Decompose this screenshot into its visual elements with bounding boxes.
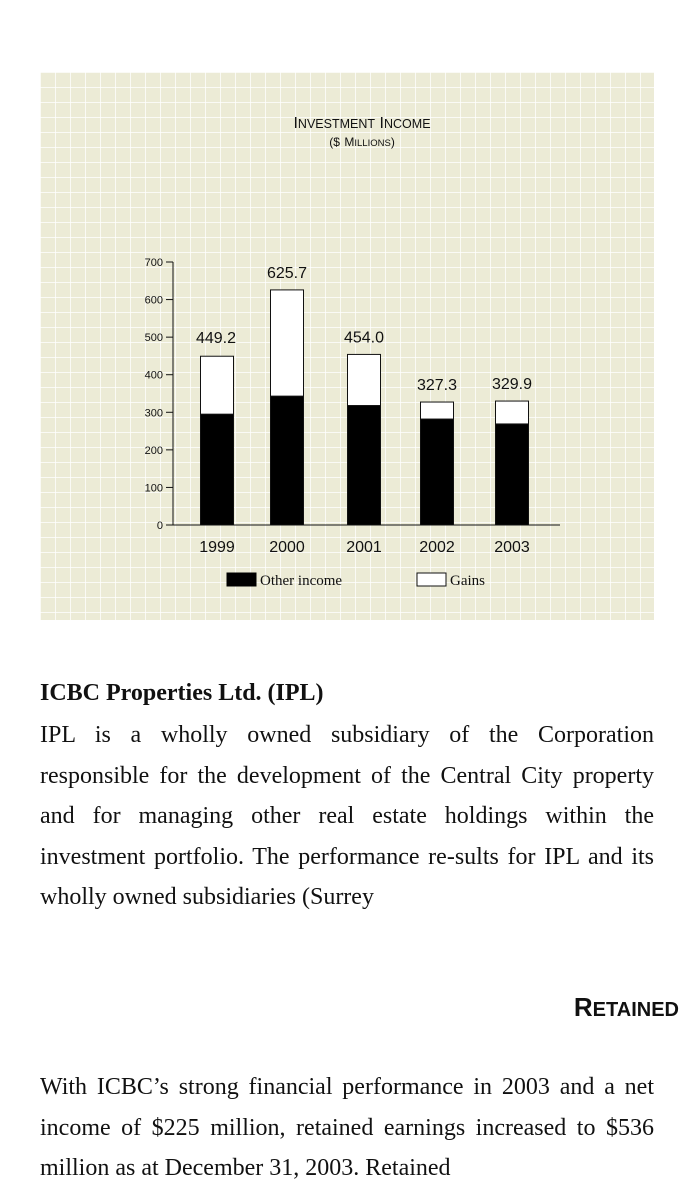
- x-category-label: 2000: [269, 539, 305, 556]
- investment-income-chart: [40, 72, 654, 620]
- bar-other-income-1999: [201, 414, 234, 525]
- section-heading: ICBC Properties Ltd. (IPL): [40, 680, 324, 706]
- y-tick-label: 0: [156, 520, 163, 532]
- bar-gains-2002: [421, 402, 454, 419]
- chart-title: INVESTMENT INCOME: [293, 115, 431, 132]
- y-tick-label: 700: [144, 257, 163, 269]
- retained-heading: RETAINED: [573, 992, 679, 1022]
- y-tick-label: 100: [144, 482, 163, 495]
- total-value-label: 454.0: [343, 329, 385, 347]
- y-tick-label: 300: [144, 407, 163, 420]
- chart-bars: [201, 290, 529, 525]
- total-value-label: 625.7: [266, 264, 308, 282]
- total-value-label: 329.9: [491, 376, 533, 394]
- bar-other-income-2001: [348, 406, 381, 525]
- legend-swatch-gains: [417, 573, 446, 586]
- x-category-label: 1999: [199, 539, 235, 556]
- x-category-label: 2001: [346, 539, 382, 556]
- x-category-label: 2002: [419, 539, 455, 556]
- bar-gains-2000: [271, 290, 304, 396]
- bar-other-income-2003: [496, 424, 529, 525]
- chart-subtitle: ($ MILLIONS): [329, 135, 395, 149]
- total-value-label: 327.3: [416, 377, 458, 395]
- bar-gains-1999: [201, 356, 234, 414]
- bar-other-income-2000: [271, 396, 304, 525]
- x-category-label: 2003: [494, 539, 530, 556]
- total-value-label: 449.2: [195, 330, 237, 348]
- chart-panel: [40, 72, 654, 620]
- y-tick-label: 600: [144, 294, 163, 307]
- bar-gains-2001: [348, 354, 381, 405]
- bar-other-income-2002: [421, 419, 454, 525]
- legend-swatch-other-income: [227, 573, 256, 586]
- chart-title-group: [293, 115, 430, 150]
- retained-paragraph: With ICBC’s strong financial performance in 2003 and a net income of $225 million, retained earnings increased to $536 million as at December 31, 2003. Retained: [40, 1074, 654, 1181]
- y-tick-label: 200: [144, 444, 163, 457]
- chart-legend: [227, 573, 485, 589]
- bar-gains-2003: [496, 401, 529, 424]
- y-tick-label: 400: [144, 369, 163, 382]
- ipl-paragraph: IPL is a wholly owned subsidiary of the Corporation responsible for the development of the Central City property and for managing other real estate holdings within the investment portfolio. The performance re-sults for IPL and its wholly owned subsidiaries (Surrey: [40, 722, 654, 910]
- legend-label-other-income: Other income: [260, 573, 343, 589]
- y-tick-label: 500: [144, 332, 163, 345]
- legend-label-gains: Gains: [450, 573, 485, 589]
